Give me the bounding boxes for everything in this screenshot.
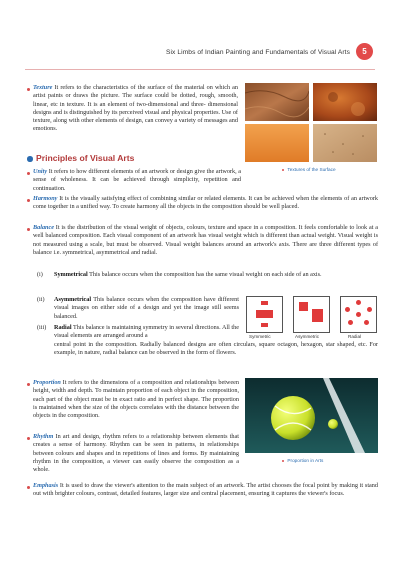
balance-text: It is the distribution of the visual weight of objects, colours, texture and space in a composition. It feels comfortable to look at a well balanced composition. Each visual component of an artwork has visual weight which is different than actual weight. Visual weight is not measured using a scale, but must be observed. Visual weight balances around an artwork's axis. There are three different types of balance i.e. symmetrical, asymmetrical and radial. xyxy=(33,224,378,256)
item-name: Radial xyxy=(54,324,72,331)
unity-term: Unity xyxy=(33,168,48,175)
rhythm-term: Rhythm xyxy=(33,433,54,440)
item-number: (ii) xyxy=(37,296,45,303)
texture-text: It refers to the characteristics of the surface of the material on which an artist paints or draws the picture. The surface could be dotted, rough, smooth, linear, etc in texture. It is an element of two-dimensional and three- dimensional designs and is distinguished by its perceived visual and physical properties. Use of texture, along with other elements of design, can convey a variety of messages and emotions. xyxy=(33,84,238,133)
symmetric-diagram xyxy=(246,296,283,333)
proportion-text: It refers to the dimensions of a composition and relationships between height, width and depth. To maintain proportion of each object in the composition, each part of the object must be in exact ratio and in perfect shape. The proportion is maintained when the size of the objects correlates with the distance between the objects in the composition. xyxy=(33,379,239,420)
radial-dot xyxy=(367,307,372,312)
texture-image-sand xyxy=(313,124,377,162)
radial-dot xyxy=(348,320,353,325)
item-name: Asymmetrical xyxy=(54,296,92,303)
proportion-term: Proportion xyxy=(33,379,61,386)
balance-item-asymmetrical xyxy=(37,296,239,321)
balance-item-radial-continued xyxy=(54,341,378,358)
balance-item-symmetrical xyxy=(37,271,378,279)
bullet-proportion xyxy=(27,383,30,386)
caption-bullet-icon xyxy=(282,169,284,171)
item-number: (i) xyxy=(37,271,43,278)
texture-caption xyxy=(282,167,336,172)
asymmetric-label: Asymmetric xyxy=(295,334,319,339)
rhythm-paragraph xyxy=(33,433,239,474)
bullet-texture xyxy=(27,88,30,91)
texture-image-orange xyxy=(245,124,309,162)
section-bullet-icon xyxy=(27,156,33,162)
proportion-caption xyxy=(282,458,323,463)
emphasis-text: It is used to draw the viewer's attention to the main subject of an artwork. The artist chooses the focal point by making it stand out with brighter colours, contrast, detailed features, larger size and central placement, ensuring it captures the viewer's focus. xyxy=(33,482,378,498)
asymmetric-shape xyxy=(299,302,308,311)
principles-heading: Principles of Visual Arts xyxy=(36,153,135,163)
texture-caption-text: Textures of the Surface xyxy=(287,167,336,172)
emphasis-term: Emphasis xyxy=(33,482,59,489)
rhythm-text: In art and design, rhythm refers to a relationship between elements that creates a sense of harmony. Rhythm can be seen in patterns, in relationships between colours and shapes and in repetitions of lines and forms. By maintaining rhythm in the composition, a viewer can easily observe the composition as a whole. xyxy=(33,433,239,474)
harmony-paragraph xyxy=(33,195,378,212)
texture-images xyxy=(245,83,377,162)
radial-dot xyxy=(364,320,369,325)
bullet-balance xyxy=(27,228,30,231)
radial-dot xyxy=(345,307,350,312)
unity-text: It refers to how different elements of an artwork or design give the artwork, a sense of wholeness. It can be achieved through simplicity, repetition and continuation. xyxy=(33,168,241,192)
texture-image-rust xyxy=(313,83,377,121)
texture-term: Texture xyxy=(33,84,53,91)
item-text: This balance occurs when the composition has the same visual weight on each side of an axis. xyxy=(87,271,322,278)
page-header xyxy=(0,0,400,56)
harmony-term: Harmony xyxy=(33,195,58,202)
bullet-unity xyxy=(27,172,30,175)
item-text: central point in the composition. Radially balanced designs are often circulars, square octagon, hexagon, star shaped, etc. For example, in nature, radial balance can be observed in the form of flowers. xyxy=(54,341,378,357)
harmony-text: It is the visually satisfying effect of combining similar or related elements. It can be achieved when the elements of an artwork come together in a unified way. To create harmony all the objects in the composition should be well placed. xyxy=(33,195,378,211)
item-text: This balance is maintaining symmetry in several directions. All the visual elements are arranged around a xyxy=(54,324,239,340)
symmetric-shape xyxy=(261,323,268,327)
item-name: Symmetrical xyxy=(54,271,88,278)
asymmetric-shape xyxy=(312,309,323,322)
balance-item-radial xyxy=(37,324,239,341)
proportion-paragraph xyxy=(33,379,239,420)
asymmetric-diagram xyxy=(293,296,330,333)
bullet-harmony xyxy=(27,199,30,202)
emphasis-paragraph xyxy=(33,482,378,499)
proportion-caption-text: Proportion in Arts xyxy=(287,458,324,463)
radial-dot xyxy=(356,312,361,317)
symmetric-shape xyxy=(256,310,273,318)
header-divider xyxy=(25,69,375,70)
page-number: 5 xyxy=(356,43,373,60)
bullet-emphasis xyxy=(27,486,30,489)
chapter-title: Six Limbs of Indian Painting and Fundamentals of Visual Arts xyxy=(165,49,350,56)
caption-bullet-icon xyxy=(282,460,284,462)
radial-label: Radial xyxy=(348,334,362,339)
balance-term: Balance xyxy=(33,224,54,231)
unity-paragraph xyxy=(33,168,241,193)
texture-image-brown xyxy=(245,83,309,121)
item-text: This balance occurs when the composition have different visual images on either side of a design and yet the image still seems balanced. xyxy=(54,296,239,320)
radial-diagram xyxy=(340,296,377,333)
radial-dot xyxy=(356,300,361,305)
symmetric-shape xyxy=(261,301,268,305)
symmetric-label: Symmetric xyxy=(249,334,271,339)
item-number: (iii) xyxy=(37,324,47,331)
balance-diagrams xyxy=(246,296,376,341)
bullet-rhythm xyxy=(27,437,30,440)
balance-paragraph xyxy=(33,224,378,257)
proportion-image xyxy=(245,378,378,453)
texture-paragraph xyxy=(33,84,238,134)
